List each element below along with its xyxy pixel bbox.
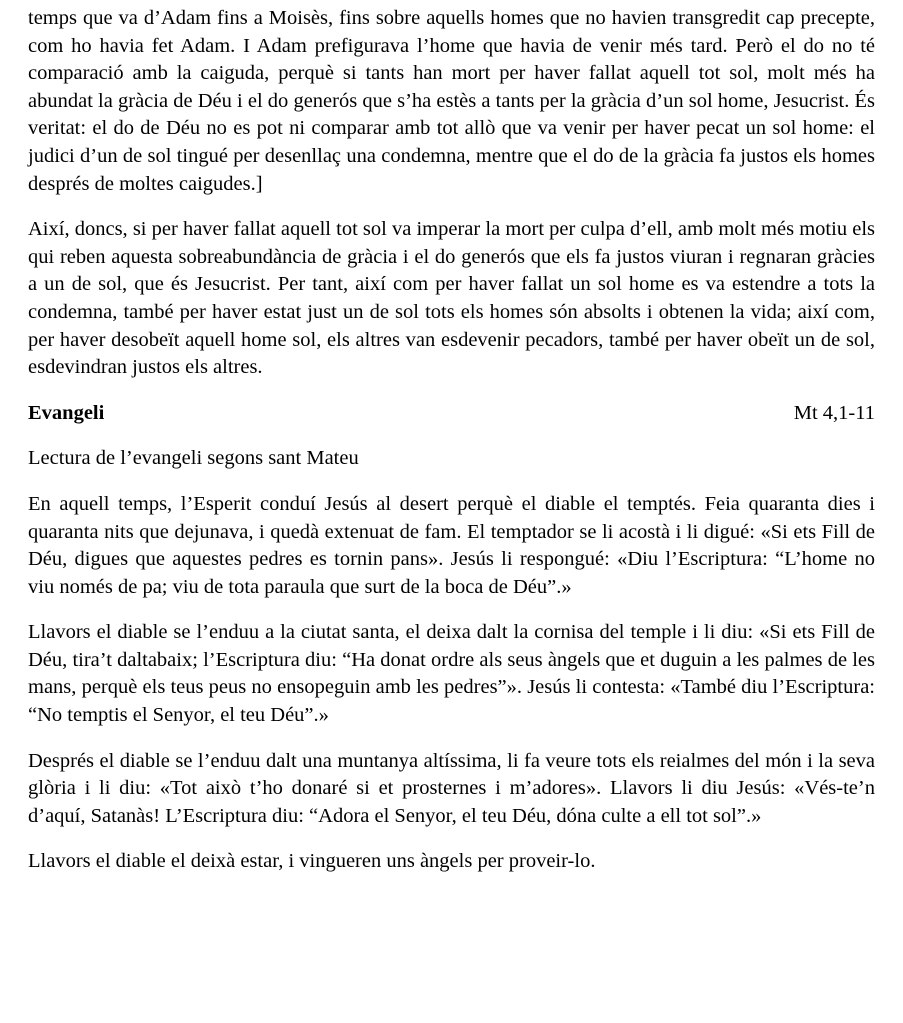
first-reading-paragraph-1: temps que va d’Adam fins a Moisès, fins sobre aquells homes que no havien transgredit cap precepte, com ho havia fet Adam. I Adam prefigurava l’home que havia de venir més tard. Però el do no té comparació amb la caiguda, perquè si tants han mort per haver fallat aquell tot sol, molt més ha abundat la gràcia de Déu i el do generós que s’ha estès a tants per la gràcia d’un sol home, Jesucrist. És veritat: el do de Déu no es pot ni comparar amb tot allò que va venir per haver pecat un sol home: el judici d’un de sol tingué per desenllaç una condemna, mentre que el do de la gràcia fa justos els homes després de moltes caigudes.]	[28, 7, 875, 195]
gospel-heading-row	[28, 400, 875, 428]
gospel-paragraph-3: Després el diable se l’enduu dalt una muntanya altíssima, li fa veure tots els reialmes del món i la seva glòria i li diu: «Tot això t’ho donaré si et prosternes i m’adores». Llavors li diu Jesús: «Vés-te’n d’aquí, Satanàs! L’Escriptura diu: “Adora el Senyor, el teu Déu, dóna culte a ell tot sol”.»	[28, 749, 875, 827]
first-reading-paragraph-2: Així, doncs, si per haver fallat aquell tot sol va imperar la mort per culpa d’ell, amb molt més motiu els qui reben aquesta sobreabundància de gràcia i el do generós que els fa justos viuran i regnaran gràcies a un de sol, que és Jesucrist. Per tant, així com per haver fallat un sol home es va estendre a tots la condemna, també per haver estat just un de sol tots els homes són absolts i obtenen la vida; així com, per haver desobeït aquell home sol, els altres van esdevenir pecadors, també per haver obeït un de sol, esdevindran justos els altres.	[28, 218, 875, 379]
gospel-heading: Evangeli	[28, 401, 105, 424]
gospel-intro-line: Lectura de l’evangeli segons sant Mateu	[28, 447, 359, 470]
gospel-paragraph-1: En aquell temps, l’Esperit conduí Jesús al desert perquè el diable el temptés. Feia quaranta dies i quaranta nits que dejunava, i quedà extenuat de fam. El temptador se li acostà i li digué: «Si ets Fill de Déu, digues que aquestes pedres es tornin pans». Jesús li respongué: «Diu l’Escriptura: “L’home no viu només de pa; viu de tota paraula que surt de la boca de Déu”.»	[28, 492, 875, 598]
gospel-paragraph-4: Llavors el diable el deixà estar, i vingueren uns àngels per proveir-lo.	[28, 850, 596, 873]
gospel-paragraph-2: Llavors el diable se l’enduu a la ciutat santa, el deixa dalt la cornisa del temple i li diu: «Si ets Fill de Déu, tira’t daltabaix; l’Escriptura diu: “Ha donat ordre als seus àngels que et duguin a les palmes de les mans, perquè els teus peus no ensopeguin amb les pedres”». Jesús li contesta: «També diu l’Escriptura: “No temptis el Senyor, el teu Déu”.»	[28, 621, 875, 727]
gospel-reference: Mt 4,1-11	[793, 401, 875, 424]
